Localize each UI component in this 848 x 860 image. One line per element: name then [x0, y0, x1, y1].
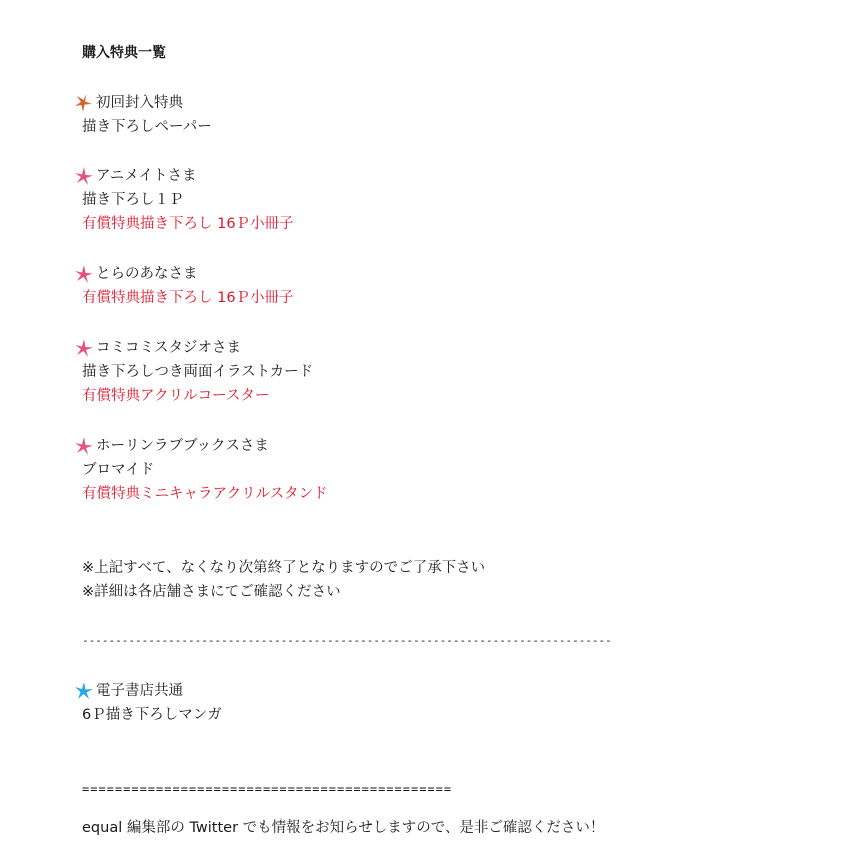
shop-heading — [74, 93, 183, 113]
orange-star-icon — [74, 93, 94, 113]
paid-bonus-item: 有償特典アクリルコースター — [82, 388, 270, 404]
bonus-item: 描き下ろしペーパー — [82, 119, 212, 135]
shop-name: ホーリンラブブックスさま — [96, 438, 269, 454]
bonus-item: 描き下ろしつき両面イラストカード — [82, 364, 314, 380]
pink-star-icon — [74, 338, 94, 358]
dash-separator: -------------------------------------------------------------------------------- — [82, 634, 612, 647]
page-title: 購入特典一覧 — [82, 45, 166, 61]
paid-bonus-item: 有償特典描き下ろし 16Ｐ小冊子 — [82, 290, 294, 306]
blue-star-icon — [74, 681, 94, 701]
pink-star-icon — [74, 436, 94, 456]
paid-bonus-item: 有償特典ミニキャラアクリルスタンド — [82, 486, 328, 502]
note-line: ※上記すべて、なくなり次第終了となりますのでご了承下さい — [82, 560, 486, 576]
shop-heading — [74, 264, 198, 284]
bonus-item: 6Ｐ描き下ろしマンガ — [82, 707, 222, 723]
bonus-item: ブロマイド — [82, 462, 155, 478]
pink-star-icon — [74, 264, 94, 284]
shop-heading — [74, 166, 196, 186]
note-line: ※詳細は各店舗さまにてご確認ください — [82, 584, 341, 600]
bonus-item: 描き下ろし１Ｐ — [82, 192, 184, 208]
shop-name: 初回封入特典 — [96, 95, 183, 111]
shop-name: コミコミスタジオさま — [96, 340, 241, 356]
shop-name: 電子書店共通 — [96, 683, 183, 699]
pink-star-icon — [74, 166, 94, 186]
equals-separator: ============================================= — [82, 782, 453, 796]
shop-heading — [74, 338, 241, 358]
shop-heading — [74, 436, 269, 456]
shop-name: アニメイトさま — [96, 168, 197, 184]
paid-bonus-item: 有償特典描き下ろし 16Ｐ小冊子 — [82, 216, 294, 232]
shop-heading — [74, 681, 183, 701]
shop-name: とらのあなさま — [96, 266, 198, 282]
footer-text: equal 編集部の Twitter でも情報をお知らせしますので、是非ご確認ください！ — [82, 820, 605, 836]
